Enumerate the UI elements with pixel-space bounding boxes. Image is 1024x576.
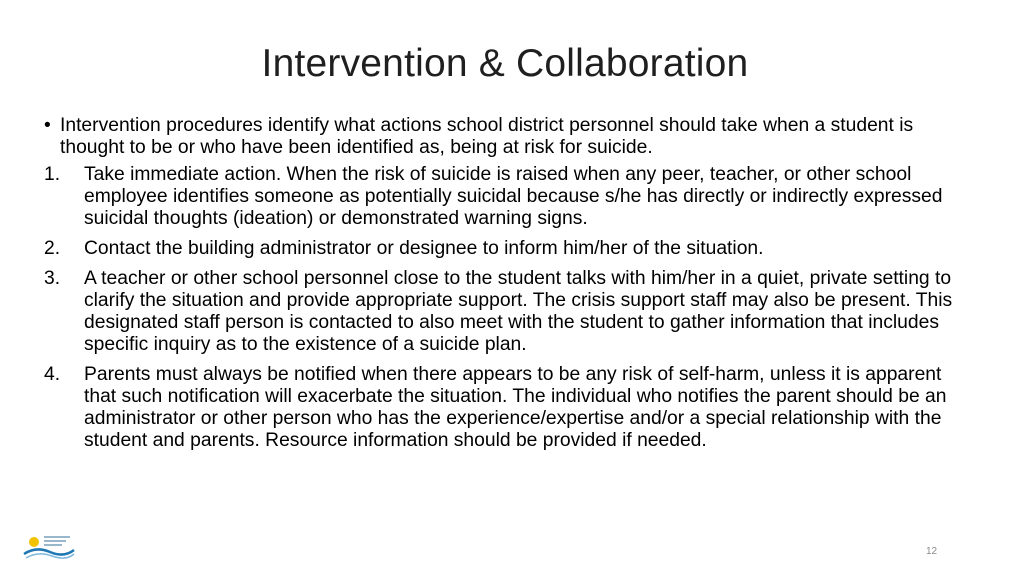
list-item-text: A teacher or other school personnel close to the student talks with him/her in a quiet, private setting to clarify the situation and provide appropriate support. The crisis support staff may also be present. This designated staff person is contacted to also meet with the student to gather information that includes specific inquiry as to the existence of a suicide plan. [84, 268, 953, 355]
logo-wave-icon [24, 549, 74, 554]
list-item [44, 364, 974, 452]
slide-number: 12 [926, 546, 938, 557]
list-item [44, 268, 974, 356]
list-item [44, 164, 974, 230]
logo-text-block [44, 544, 62, 546]
list-item [44, 238, 974, 260]
list-item-text: Contact the building administrator or designee to inform him/her of the situation. [84, 238, 764, 259]
logo-text-block [44, 536, 70, 538]
list-item-text: Take immediate action. When the risk of suicide is raised when any peer, teacher, or other school employee identifies someone as potentially suicidal because s/he has directly or indirectly expressed suicidal thoughts (ideation) or demonstrated warning signs. [84, 164, 943, 229]
list-marker: 1. [44, 164, 61, 185]
organization-logo [22, 530, 76, 562]
intro-text: Intervention procedures identify what actions school district personnel should take when a student is thought to be or who have been identified as, being at risk for suicide. [60, 115, 914, 158]
logo-text-block [44, 540, 66, 542]
logo-sun-icon [29, 537, 39, 547]
list-marker: 3. [44, 268, 61, 289]
bullet-marker: • [44, 115, 51, 136]
slide-content [44, 115, 974, 460]
list-item-text: Parents must always be notified when there appears to be any risk of self-harm, unless it is apparent that such notification will exacerbate the situation. The individual who notifies the parent should be an administrator or other person who has the experience/expertise and/or a special relationship with the student and parents. Resource information should be provided if needed. [84, 364, 947, 451]
intro-bullet [44, 115, 974, 159]
list-marker: 4. [44, 364, 61, 385]
slide-title: Intervention & Collaboration [261, 42, 749, 85]
list-marker: 2. [44, 238, 61, 259]
